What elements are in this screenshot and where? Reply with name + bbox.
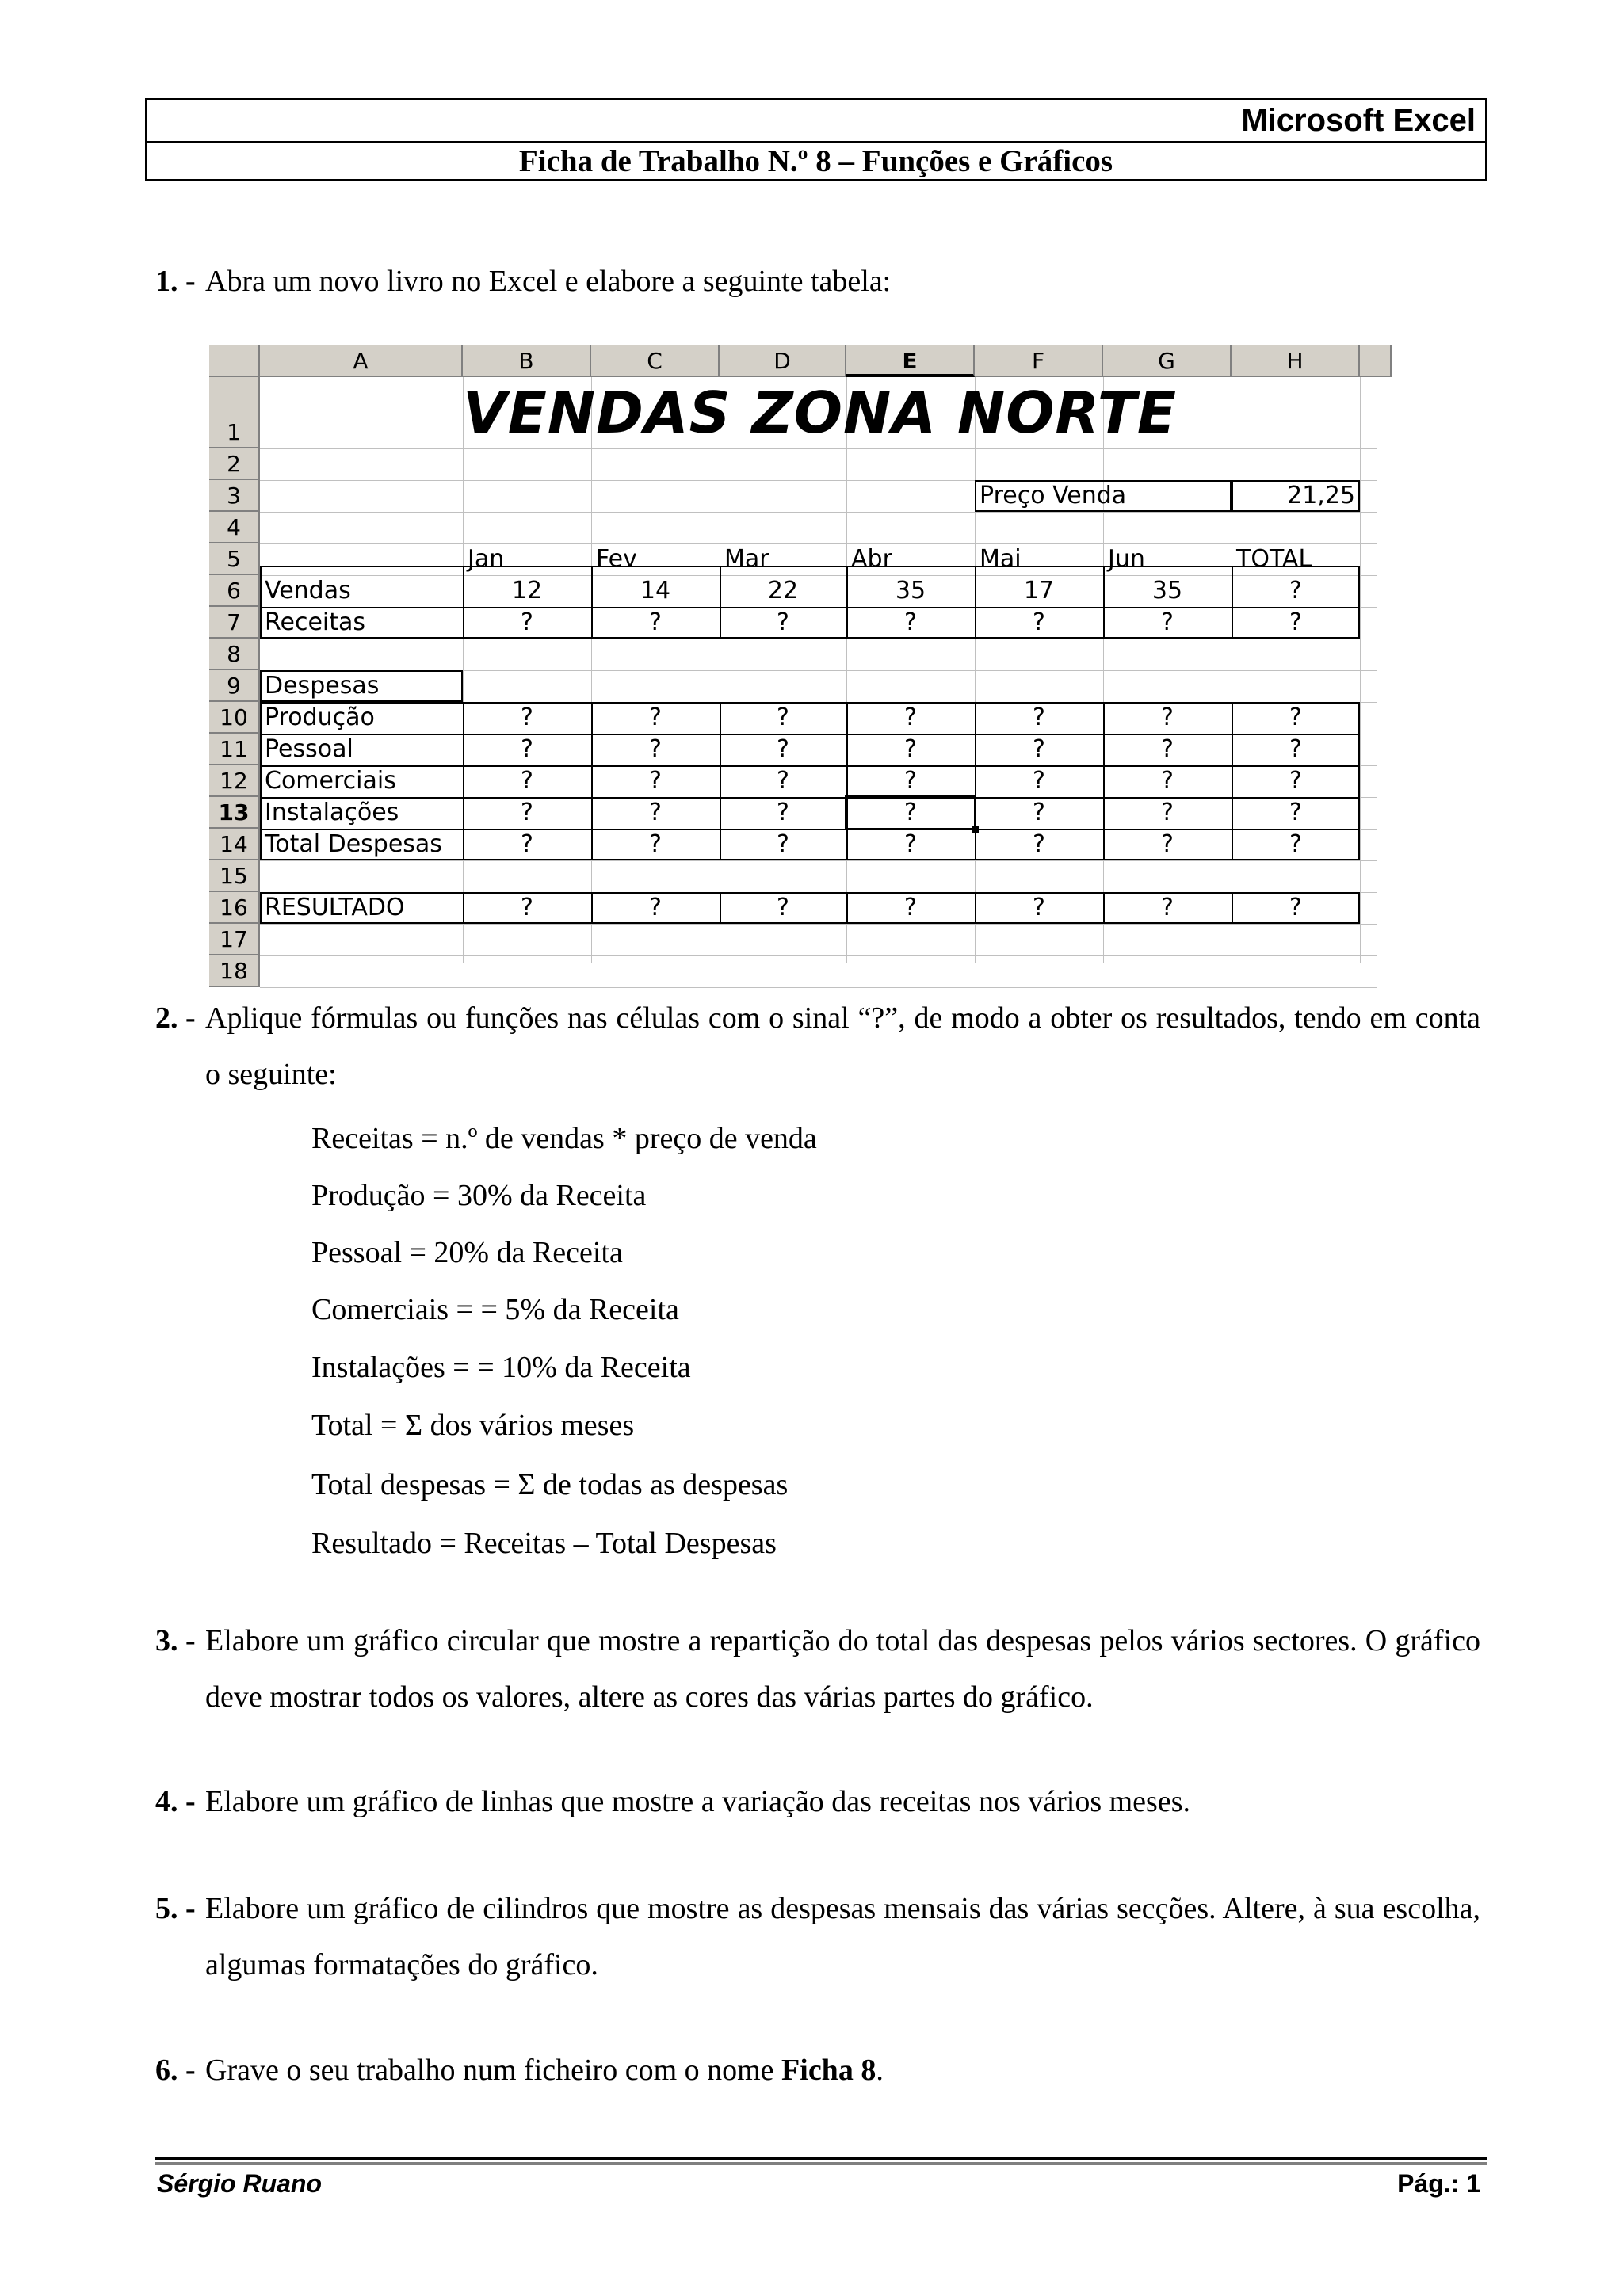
exercise-number: 2. - [155,1001,196,1035]
footer-rule [155,2157,1487,2160]
value-cell[interactable]: ? [649,608,662,636]
value-cell[interactable]: ? [1033,894,1045,921]
row-number: 7 [227,609,241,635]
gridline-horizontal [260,448,1377,449]
month-header-cell[interactable]: Abr [851,545,892,573]
value-cell[interactable]: ? [1161,704,1174,731]
row-header-12[interactable] [209,765,260,797]
exercise-number: 6. - [155,2054,196,2087]
exercise-4 [155,1774,1480,1830]
row-header-18[interactable] [209,955,260,987]
value-cell[interactable]: ? [1033,704,1045,731]
row-header-2[interactable] [209,448,260,480]
value-cell[interactable]: 35 [1151,577,1183,605]
row-number: 17 [220,926,248,952]
value-cell[interactable]: ? [649,704,662,731]
exercise-text: Elabore um gráfico circular que mostre a repartição do total das despesas pelos vários sectores. O gráfico deve mostrar todos os valores, altere as cores das várias partes do gráfico. [205,1624,1480,1714]
exercise-2 [155,990,1480,1103]
gridline-horizontal [260,924,1377,925]
month-header-cell[interactable]: Jan [468,545,505,573]
value-cell[interactable]: 22 [767,577,799,605]
value-cell[interactable]: 12 [511,577,543,605]
exercise-number: 5. - [155,1892,196,1925]
value-cell[interactable]: ? [1033,767,1045,795]
exercise-6 [155,2042,1480,2099]
document-header [145,98,1487,181]
value-cell[interactable]: ? [649,830,662,858]
select-all-corner[interactable] [209,345,260,377]
value-cell[interactable]: ? [777,767,789,795]
value-cell[interactable]: ? [904,799,917,826]
formula-item: Total = Σ dos vários meses [311,1409,635,1442]
exercise-text: Elabore um gráfico de linhas que mostre a variação das receitas nos vários meses. [205,1785,1190,1818]
exercise-text-before: Grave o seu trabalho num ficheiro com o nome [205,2054,782,2087]
value-cell[interactable]: ? [521,894,533,921]
gridline-horizontal [260,987,1377,988]
value-cell[interactable]: ? [777,894,789,921]
column-header-c[interactable]: C [591,345,720,377]
value-cell[interactable]: ? [1289,799,1302,826]
value-cell[interactable]: ? [521,608,533,636]
exercise-text: Elabore um gráfico de cilindros que mostre as despesas mensais das várias secções. Altere, à sua escolha, algumas formatações do gráfico. [205,1892,1480,1981]
row-number: 3 [227,482,241,509]
column-header-partial [1360,345,1392,377]
row-number: 11 [220,736,248,762]
formula-item: Resultado = Receitas – Total Despesas [311,1527,777,1560]
row-number: 5 [227,546,241,572]
value-cell[interactable]: ? [904,735,917,763]
active-cell-selection [845,795,976,830]
row-label-cell[interactable]: Produção [265,704,375,731]
column-header-f[interactable]: F [975,345,1103,377]
row-number: 16 [220,894,248,921]
value-cell[interactable]: ? [521,767,533,795]
value-cell[interactable]: ? [1289,704,1302,731]
header-divider [147,141,1485,143]
column-header-h[interactable]: H [1232,345,1360,377]
column-header-b[interactable]: B [463,345,591,377]
row-number: 6 [227,578,241,604]
value-cell[interactable]: ? [1161,767,1174,795]
row-label-cell[interactable]: RESULTADO [265,894,405,921]
row-header-13[interactable] [209,797,260,829]
month-header-cell[interactable]: TOTAL [1236,545,1312,573]
row-number: 18 [220,958,248,984]
column-header-e[interactable]: E [846,345,975,377]
value-cell[interactable]: ? [1289,608,1302,636]
value-cell[interactable]: ? [904,767,917,795]
footer-author: Sérgio Ruano [157,2169,323,2198]
value-cell[interactable]: ? [1161,735,1174,763]
month-header-cell[interactable]: Mar [724,545,769,573]
row-header-5[interactable] [209,543,260,575]
row-label-cell[interactable]: Total Despesas [265,830,442,858]
row-label-cell[interactable]: Despesas [265,672,380,700]
worksheet-title: Ficha de Trabalho N.º 8 – Funções e Gráficos [518,144,1113,178]
row-number: 12 [220,768,248,794]
exercise-text [155,2042,1480,2099]
spreadsheet-image [209,345,1377,984]
exercise-text: Aplique fórmulas ou funções nas células com o sinal “?”, de modo a obter os resultados, tendo em conta o seguinte: [205,1001,1480,1091]
value-cell[interactable]: ? [1161,799,1174,826]
value-cell[interactable]: ? [904,704,917,731]
value-cell[interactable]: ? [777,735,789,763]
value-cell[interactable]: 17 [1023,577,1055,605]
value-cell[interactable]: ? [521,799,533,826]
row-number: 4 [227,514,241,540]
gridline-horizontal [260,955,1377,956]
app-name: Microsoft Excel [1241,103,1476,138]
exercise-text: Abra um novo livro no Excel e elabore a seguinte tabela: [205,265,892,298]
column-header-d[interactable]: D [720,345,846,377]
value-cell[interactable]: ? [521,735,533,763]
value-cell[interactable]: ? [521,830,533,858]
row-label-cell[interactable]: Comerciais [265,767,396,795]
formula-item: Instalações = = 10% da Receita [311,1351,691,1384]
month-header-cell[interactable]: Jun [1108,545,1145,573]
formula-item: Produção = 30% da Receita [311,1179,647,1212]
exercise-number: 4. - [155,1785,196,1818]
formula-item: Comerciais = = 5% da Receita [311,1293,679,1326]
value-cell[interactable]: ? [904,608,917,636]
fill-handle[interactable] [972,826,979,833]
value-cell[interactable]: ? [1289,830,1302,858]
row-header-14[interactable] [209,829,260,860]
price-label-cell[interactable]: Preço Venda [980,482,1127,509]
exercise-1 [155,254,1480,310]
row-header-15[interactable] [209,860,260,892]
row-number: 14 [220,831,248,857]
row-label-cell[interactable]: Pessoal [265,735,353,763]
column-header-a[interactable]: A [260,345,463,377]
value-cell[interactable]: 14 [640,577,671,605]
value-cell[interactable]: ? [649,894,662,921]
value-cell[interactable]: ? [1289,894,1302,921]
file-name: Ficha 8 [781,2054,876,2087]
row-label-cell[interactable]: Receitas [265,608,366,636]
value-cell[interactable]: ? [777,830,789,858]
row-header-4[interactable] [209,512,260,543]
row-header-16[interactable] [209,892,260,924]
value-cell[interactable]: ? [1033,608,1045,636]
row-number: 13 [218,799,250,826]
formula-item: Pessoal = 20% da Receita [311,1236,623,1269]
row-header-8[interactable] [209,639,260,670]
page-number: Pág.: 1 [1397,2169,1480,2198]
value-cell[interactable]: ? [904,830,917,858]
gridline-horizontal [260,512,1377,513]
row-number: 2 [227,451,241,477]
row-header-11[interactable] [209,734,260,765]
value-cell[interactable]: ? [1161,894,1174,921]
month-header-cell[interactable]: Fev [596,545,637,573]
value-cell[interactable]: ? [521,704,533,731]
row-label-cell[interactable]: Instalações [265,799,399,826]
row-header-3[interactable] [209,480,260,512]
value-cell[interactable]: ? [777,799,789,826]
value-cell[interactable]: ? [1289,735,1302,763]
value-cell[interactable]: ? [1289,767,1302,795]
row-header-1[interactable] [209,377,260,448]
month-header-cell[interactable]: Mai [980,545,1022,573]
row-number: 8 [227,641,241,667]
column-header-g[interactable]: G [1103,345,1232,377]
formula-item: Receitas = n.º de vendas * preço de venda [311,1122,817,1155]
formula-item: Total despesas = Σ de todas as despesas [311,1468,789,1501]
price-value-cell[interactable]: 21,25 [1287,482,1355,509]
row-header-9[interactable] [209,670,260,702]
row-header-10[interactable] [209,702,260,734]
value-cell[interactable]: ? [904,894,917,921]
row-header-7[interactable] [209,607,260,639]
row-header-17[interactable] [209,924,260,955]
value-cell[interactable]: ? [1161,830,1174,858]
value-cell[interactable]: ? [649,767,662,795]
row-number: 1 [227,419,241,445]
value-cell[interactable]: ? [1033,830,1045,858]
value-cell[interactable]: ? [777,704,789,731]
value-cell[interactable]: ? [777,608,789,636]
row-header-6[interactable] [209,575,260,607]
row-number: 15 [220,863,248,889]
exercise-text-after: . [876,2054,884,2087]
row-label-cell[interactable]: Vendas [265,577,351,605]
value-cell[interactable]: ? [649,735,662,763]
value-cell[interactable]: ? [649,799,662,826]
value-cell[interactable]: 35 [895,577,926,605]
value-cell[interactable]: ? [1289,577,1302,605]
value-cell[interactable]: ? [1161,608,1174,636]
value-cell[interactable]: ? [1033,735,1045,763]
row-number: 9 [227,673,241,699]
exercise-number: 1. - [155,265,196,298]
row-number: 10 [220,704,248,730]
exercise-3 [155,1613,1480,1726]
footer-rule-shadow [155,2162,1487,2165]
exercise-number: 3. - [155,1624,196,1657]
value-cell[interactable]: ? [1033,799,1045,826]
sheet-title: VENDAS ZONA NORTE [463,379,1178,446]
exercise-5 [155,1881,1480,1993]
gridline-horizontal [260,860,1377,861]
